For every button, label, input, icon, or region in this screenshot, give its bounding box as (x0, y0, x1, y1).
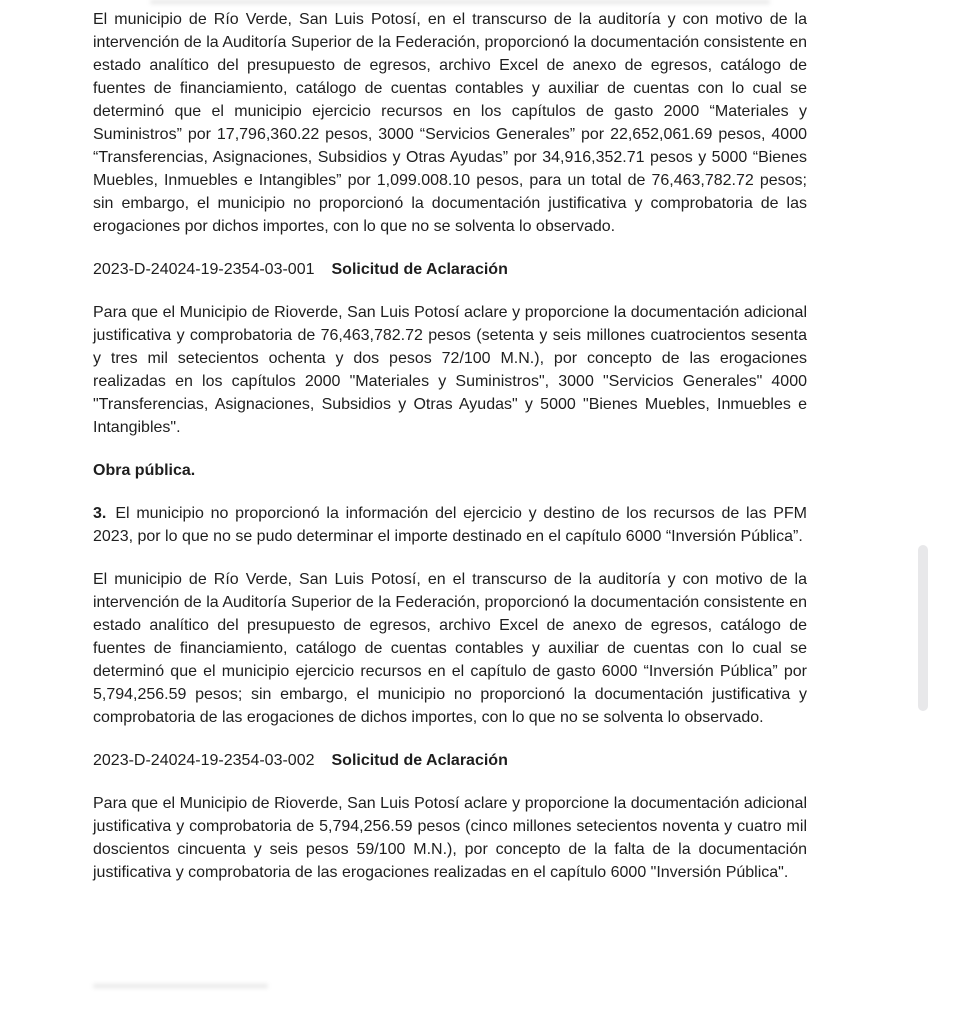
observation-code-1: 2023-D-24024-19-2354-03-001 (93, 261, 315, 278)
scan-artifact-top (150, 0, 770, 4)
numbered-finding-3 (93, 502, 807, 548)
paragraph-audit-detail-1: El municipio de Río Verde, San Luis Potosí, en el transcurso de la auditoría y con motivo de la intervención de la Auditoría Superior de la Federación, proporcionó la documentación consistente en estado analítico del presupuesto de egresos, archivo Excel de anexo de egresos, catálogo de fuentes de financiamiento, catálogo de cuentas contables y auxiliar de cuentas con lo cual se determinó que el municipio ejercicio recursos en los capítulos de gasto 2000 “Materiales y Suministros” por 17,796,360.22 pesos, 3000 “Servicios Generales” por 22,652,061.69 pesos, 4000 “Transferencias, Asignaciones, Subsidios y Otras Ayudas” por 34,916,352.71 pesos y 5000 “Bienes Muebles, Inmuebles e Intangibles” por 1,099.008.10 pesos, para un total de 76,463,782.72 pesos; sin embargo, el municipio no proporcionó la documentación justificativa y comprobatoria de las erogaciones por dichos importes, con lo que no se solventa lo observado. (93, 11, 807, 235)
section-heading-obra-publica: Obra pública. (93, 462, 196, 479)
paragraph-audit-detail-2: El municipio de Río Verde, San Luis Potosí, en el transcurso de la auditoría y con motivo de la intervención de la Auditoría Superior de la Federación, proporcionó la documentación consistente en estado analítico del presupuesto de egresos, archivo Excel de anexo de egresos, catálogo de fuentes de financiamiento, catálogo de cuentas contables y auxiliar de cuentas con lo cual se determinó que el municipio ejercicio recursos en el capítulo de gasto 6000 “Inversión Pública” por 5,794,256.59 pesos; sin embargo, el municipio no proporcionó la documentación justificativa y comprobatoria de las erogaciones de dichos importes, con lo que no se solventa lo observado. (93, 571, 807, 726)
observation-action-1 (93, 258, 807, 281)
paragraph-clarification-request-2: Para que el Municipio de Rioverde, San Luis Potosí aclare y proporcione la documentación adicional justificativa y comprobatoria de 5,794,256.59 pesos (cinco millones setecientos noventa y cuatro mil doscientos cincuenta y seis pesos 59/100 M.N.), por concepto de la falta de la documentación justificativa y comprobatoria de las erogaciones realizadas en el capítulo 6000 "Inversión Pública". (93, 795, 807, 881)
observation-action-2 (93, 749, 807, 772)
observation-code-2: 2023-D-24024-19-2354-03-002 (93, 752, 315, 769)
finding-number: 3. (93, 505, 107, 522)
scrollbar-thumb[interactable] (918, 545, 928, 711)
scan-artifact-bottom (93, 984, 268, 988)
observation-label-2: Solicitud de Aclaración (331, 752, 508, 769)
observation-label-1: Solicitud de Aclaración (331, 261, 508, 278)
document-body (93, 8, 807, 904)
paragraph-clarification-request-1: Para que el Municipio de Rioverde, San Luis Potosí aclare y proporcione la documentación adicional justificativa y comprobatoria de 76,463,782.72 pesos (setenta y seis millones cuatrocientos sesenta y tres mil setecientos ochenta y dos pesos 72/100 M.N.), por concepto de las erogaciones realizadas en los capítulos 2000 "Materiales y Suministros", 3000 "Servicios Generales" 4000 "Transferencias, Asignaciones, Subsidios y Otras Ayudas" y 5000 "Bienes Muebles, Inmuebles e Intangibles". (93, 304, 807, 436)
finding-text: El municipio no proporcionó la información del ejercicio y destino de los recursos de las PFM 2023, por lo que no se pudo determinar el importe destinado en el capítulo 6000 “Inversión Pública”. (93, 505, 807, 545)
